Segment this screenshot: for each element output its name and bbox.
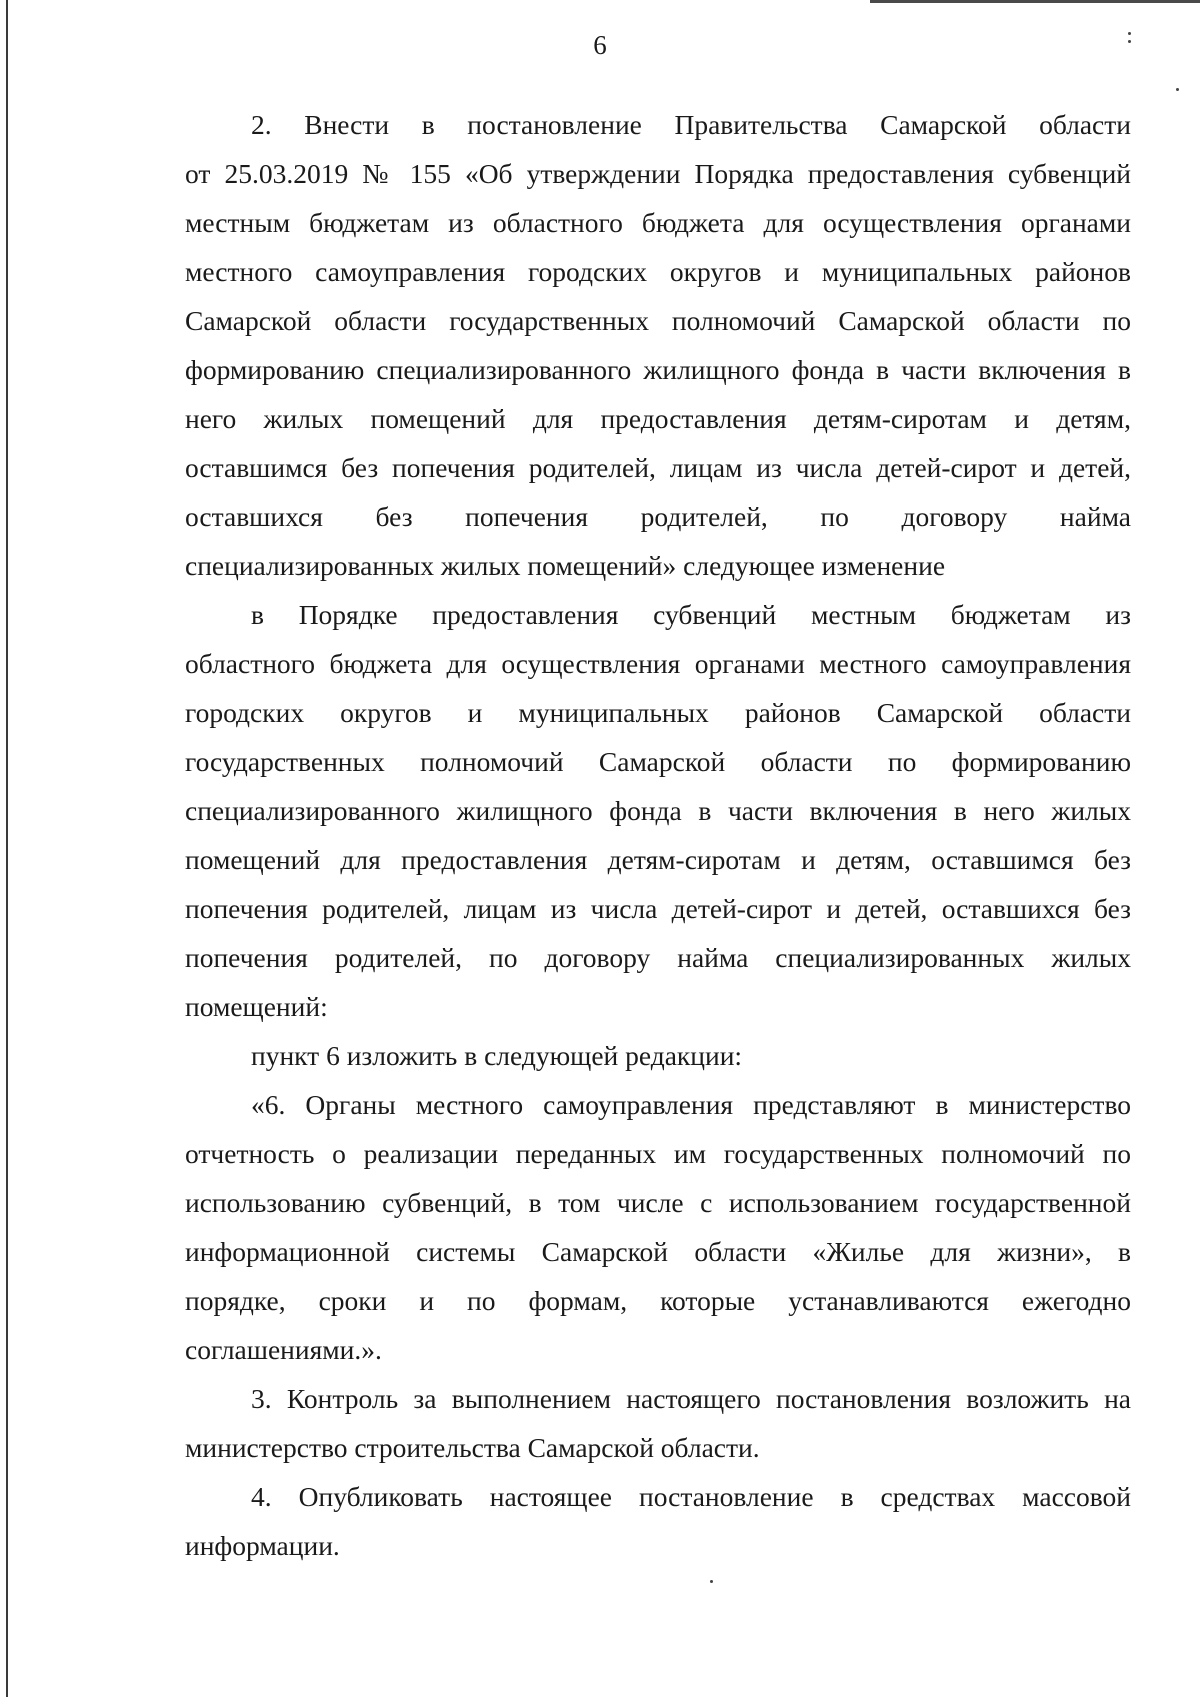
paragraph-3: [185, 1374, 1131, 1472]
text-line: специализированного жилищного фонда в части включения в него жилых: [185, 795, 1131, 826]
text-line: областного бюджета для осуществления органами местного самоуправления: [185, 648, 1131, 679]
paragraph-item-6: [185, 1031, 1131, 1080]
scan-speck: [710, 1580, 713, 1583]
paragraph-2: [185, 100, 1131, 590]
scan-speck: [1176, 88, 1179, 91]
paragraph-4: [185, 1472, 1131, 1570]
text-line: местного самоуправления городских округов и муниципальных районов: [185, 256, 1131, 287]
text-line: городских округов и муниципальных районов Самарской области: [185, 697, 1131, 728]
text-line: соглашениями.».: [185, 1334, 382, 1365]
scan-left-edge: [6, 0, 8, 1697]
scan-speck: [1128, 40, 1131, 43]
text-line: формированию специализированного жилищного фонда в части включения в: [185, 354, 1131, 385]
text-line: государственных полномочий Самарской области по формированию: [185, 746, 1131, 777]
text-line: отчетность о реализации переданных им государственных полномочий по: [185, 1138, 1131, 1169]
scan-top-edge: [870, 0, 1200, 3]
text-line: «6. Органы местного самоуправления представляют в министерство: [251, 1089, 1131, 1120]
text-line: оставшимся без попечения родителей, лицам из числа детей-сирот и детей,: [185, 452, 1131, 483]
page-number: 6: [593, 30, 607, 60]
text-line: него жилых помещений для предоставления детям-сиротам и детям,: [185, 403, 1131, 434]
paragraph-order: [185, 590, 1131, 1031]
text-line: специализированных жилых помещений» следующее изменение: [185, 550, 946, 581]
text-line: в Порядке предоставления субвенций местным бюджетам из: [251, 599, 1131, 630]
scan-speck: [1128, 32, 1131, 35]
text-line: местным бюджетам из областного бюджета для осуществления органами: [185, 207, 1131, 238]
text-line: попечения родителей, лицам из числа детей-сирот и детей, оставшихся без: [185, 893, 1131, 924]
text-line: министерство строительства Самарской области.: [185, 1432, 760, 1463]
text-line: 3. Контроль за выполнением настоящего постановления возложить на: [251, 1383, 1131, 1414]
text-line: оставшихся без попечения родителей, по договору найма: [185, 501, 1131, 532]
text-line: 4. Опубликовать настоящее постановление в средствах массовой: [251, 1481, 1131, 1512]
text-line: помещений:: [185, 991, 328, 1022]
text-line: порядке, сроки и по формам, которые устанавливаются ежегодно: [185, 1285, 1131, 1316]
text-line: Самарской области государственных полномочий Самарской области по: [185, 305, 1131, 336]
text-line: попечения родителей, по договору найма специализированных жилых: [185, 942, 1131, 973]
text-line: 2. Внести в постановление Правительства Самарской области: [251, 109, 1131, 140]
text-line: информации.: [185, 1530, 340, 1561]
text-line: использованию субвенций, в том числе с использованием государственной: [185, 1187, 1131, 1218]
text-line: информационной системы Самарской области «Жилье для жизни», в: [185, 1236, 1131, 1267]
text-line: от 25.03.2019 № 155 «Об утверждении Порядка предоставления субвенций: [185, 158, 1131, 189]
document-body: [185, 100, 1131, 1570]
text-line: помещений для предоставления детям-сиротам и детям, оставшимся без: [185, 844, 1131, 875]
text-line: пункт 6 изложить в следующей редакции:: [251, 1040, 743, 1071]
paragraph-quote: [185, 1080, 1131, 1374]
